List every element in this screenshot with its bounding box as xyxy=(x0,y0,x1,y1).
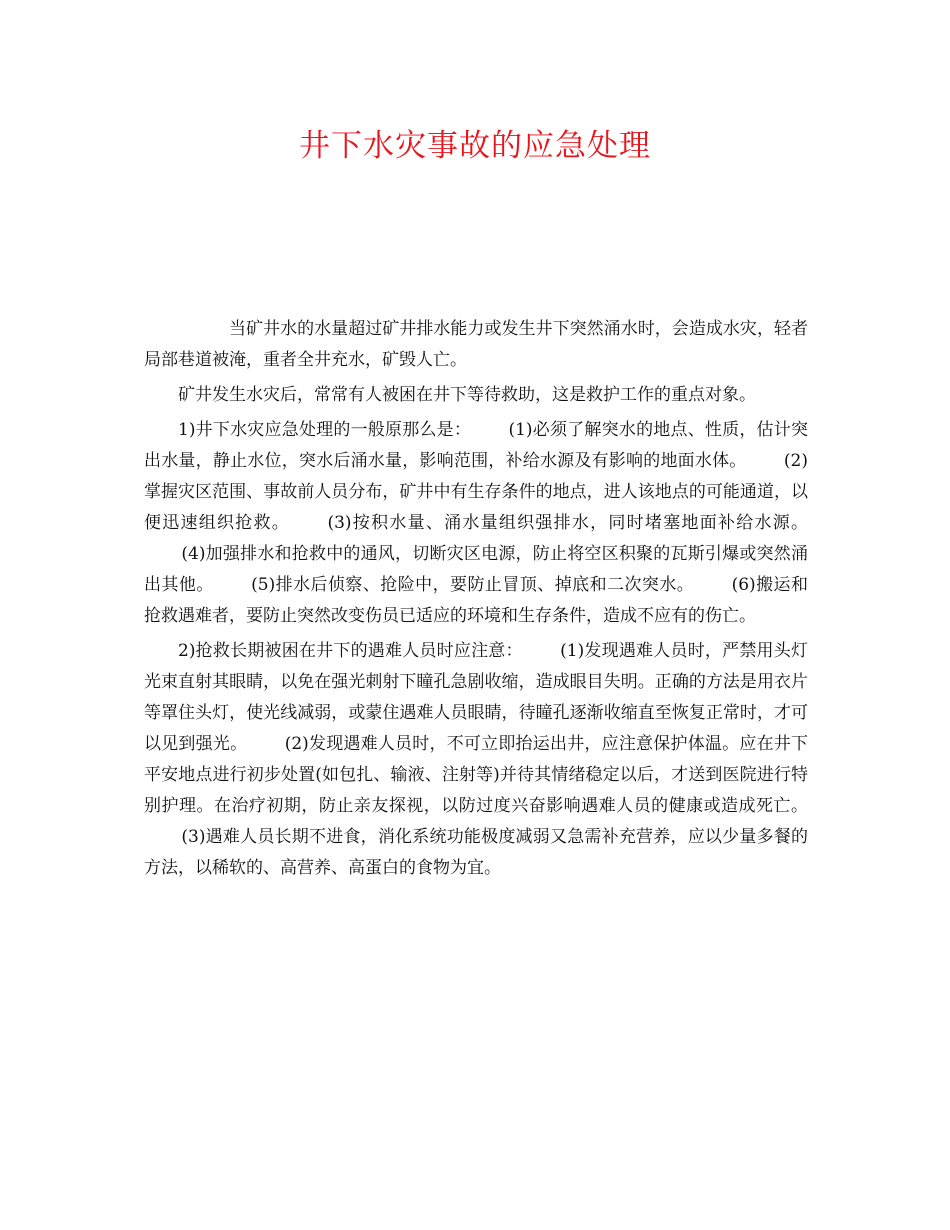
paragraph-trapped-rescue xyxy=(144,636,808,884)
principle-item: (2)掌握灾区范围、事故前人员分布，矿井中有生存条件的地点，进人该地点的可能通道，以便迅速组织抢救。 xyxy=(144,451,808,533)
trapped-rescue-item: (1)发现遇难人员时，严禁用头灯光束直射其眼睛，以免在强光刺射下瞳孔急剧收缩，造成眼目失明。正确的方法是用衣片等罩住头灯，使光线减弱，或蒙住遇难人员眼睛，待瞳孔逐渐收缩直至恢复正常时，才可以见到强光。 xyxy=(144,641,808,754)
document-body xyxy=(144,314,808,888)
principles-lead: 1)井下水灾应急处理的一般原那么是： xyxy=(178,420,472,440)
principle-item: (6)搬运和抢救遇难者，要防止突然改变伤员已适应的环境和生存条件，造成不应有的伤亡。 xyxy=(144,575,808,626)
trapped-rescue-item: (3)遇难人员长期不进食，消化系统功能极度减弱又急需补充营养，应以少量多餐的方法，以稀软的、高营养、高蛋白的食物为宜。 xyxy=(144,827,808,878)
document-title: 井下水灾事故的应急处理 xyxy=(299,128,651,164)
paragraph-rescue-focus: 矿井发生水灾后，常常有人被困在井下等待救助，这是救护工作的重点对象。 xyxy=(178,385,756,405)
principle-item: (5)排水后侦察、抢险中，要防止冒顶、掉底和二次突水。 xyxy=(251,575,695,595)
paragraph-intro: 当矿井水的水量超过矿井排水能力或发生井下突然涌水时，会造成水灾，轻者局部巷道被淹，重者全井充水，矿毁人亡。 xyxy=(144,319,808,370)
trapped-rescue-item: (2)发现遇难人员时，不可立即抬运出井，应注意保护体温。应在井下平安地点进行初步处置(如包扎、输液、注射等)并待其情绪稳定以后，才送到医院进行特别护理。在治疗初期，防止亲友探视，以防过度兴奋影响遇难人员的健康或造成死亡。 xyxy=(144,734,808,816)
principle-item: (4)加强排水和抢救中的通风，切断灾区电源，防止将空区积聚的瓦斯引爆或突然涌出其他。 xyxy=(144,544,808,595)
principle-item: (1)必须了解突水的地点、性质，估计突出水量，静止水位，突水后涌水量，影响范围，补给水源及有影响的地面水体。 xyxy=(144,420,808,471)
trapped-rescue-lead: 2)抢救长期被困在井下的遇难人员时应注意： xyxy=(178,641,523,661)
principle-item: (3)按积水量、涌水量组织强排水，同时堵塞地面补给水源。 xyxy=(327,513,808,533)
paragraph-principles xyxy=(144,415,808,632)
